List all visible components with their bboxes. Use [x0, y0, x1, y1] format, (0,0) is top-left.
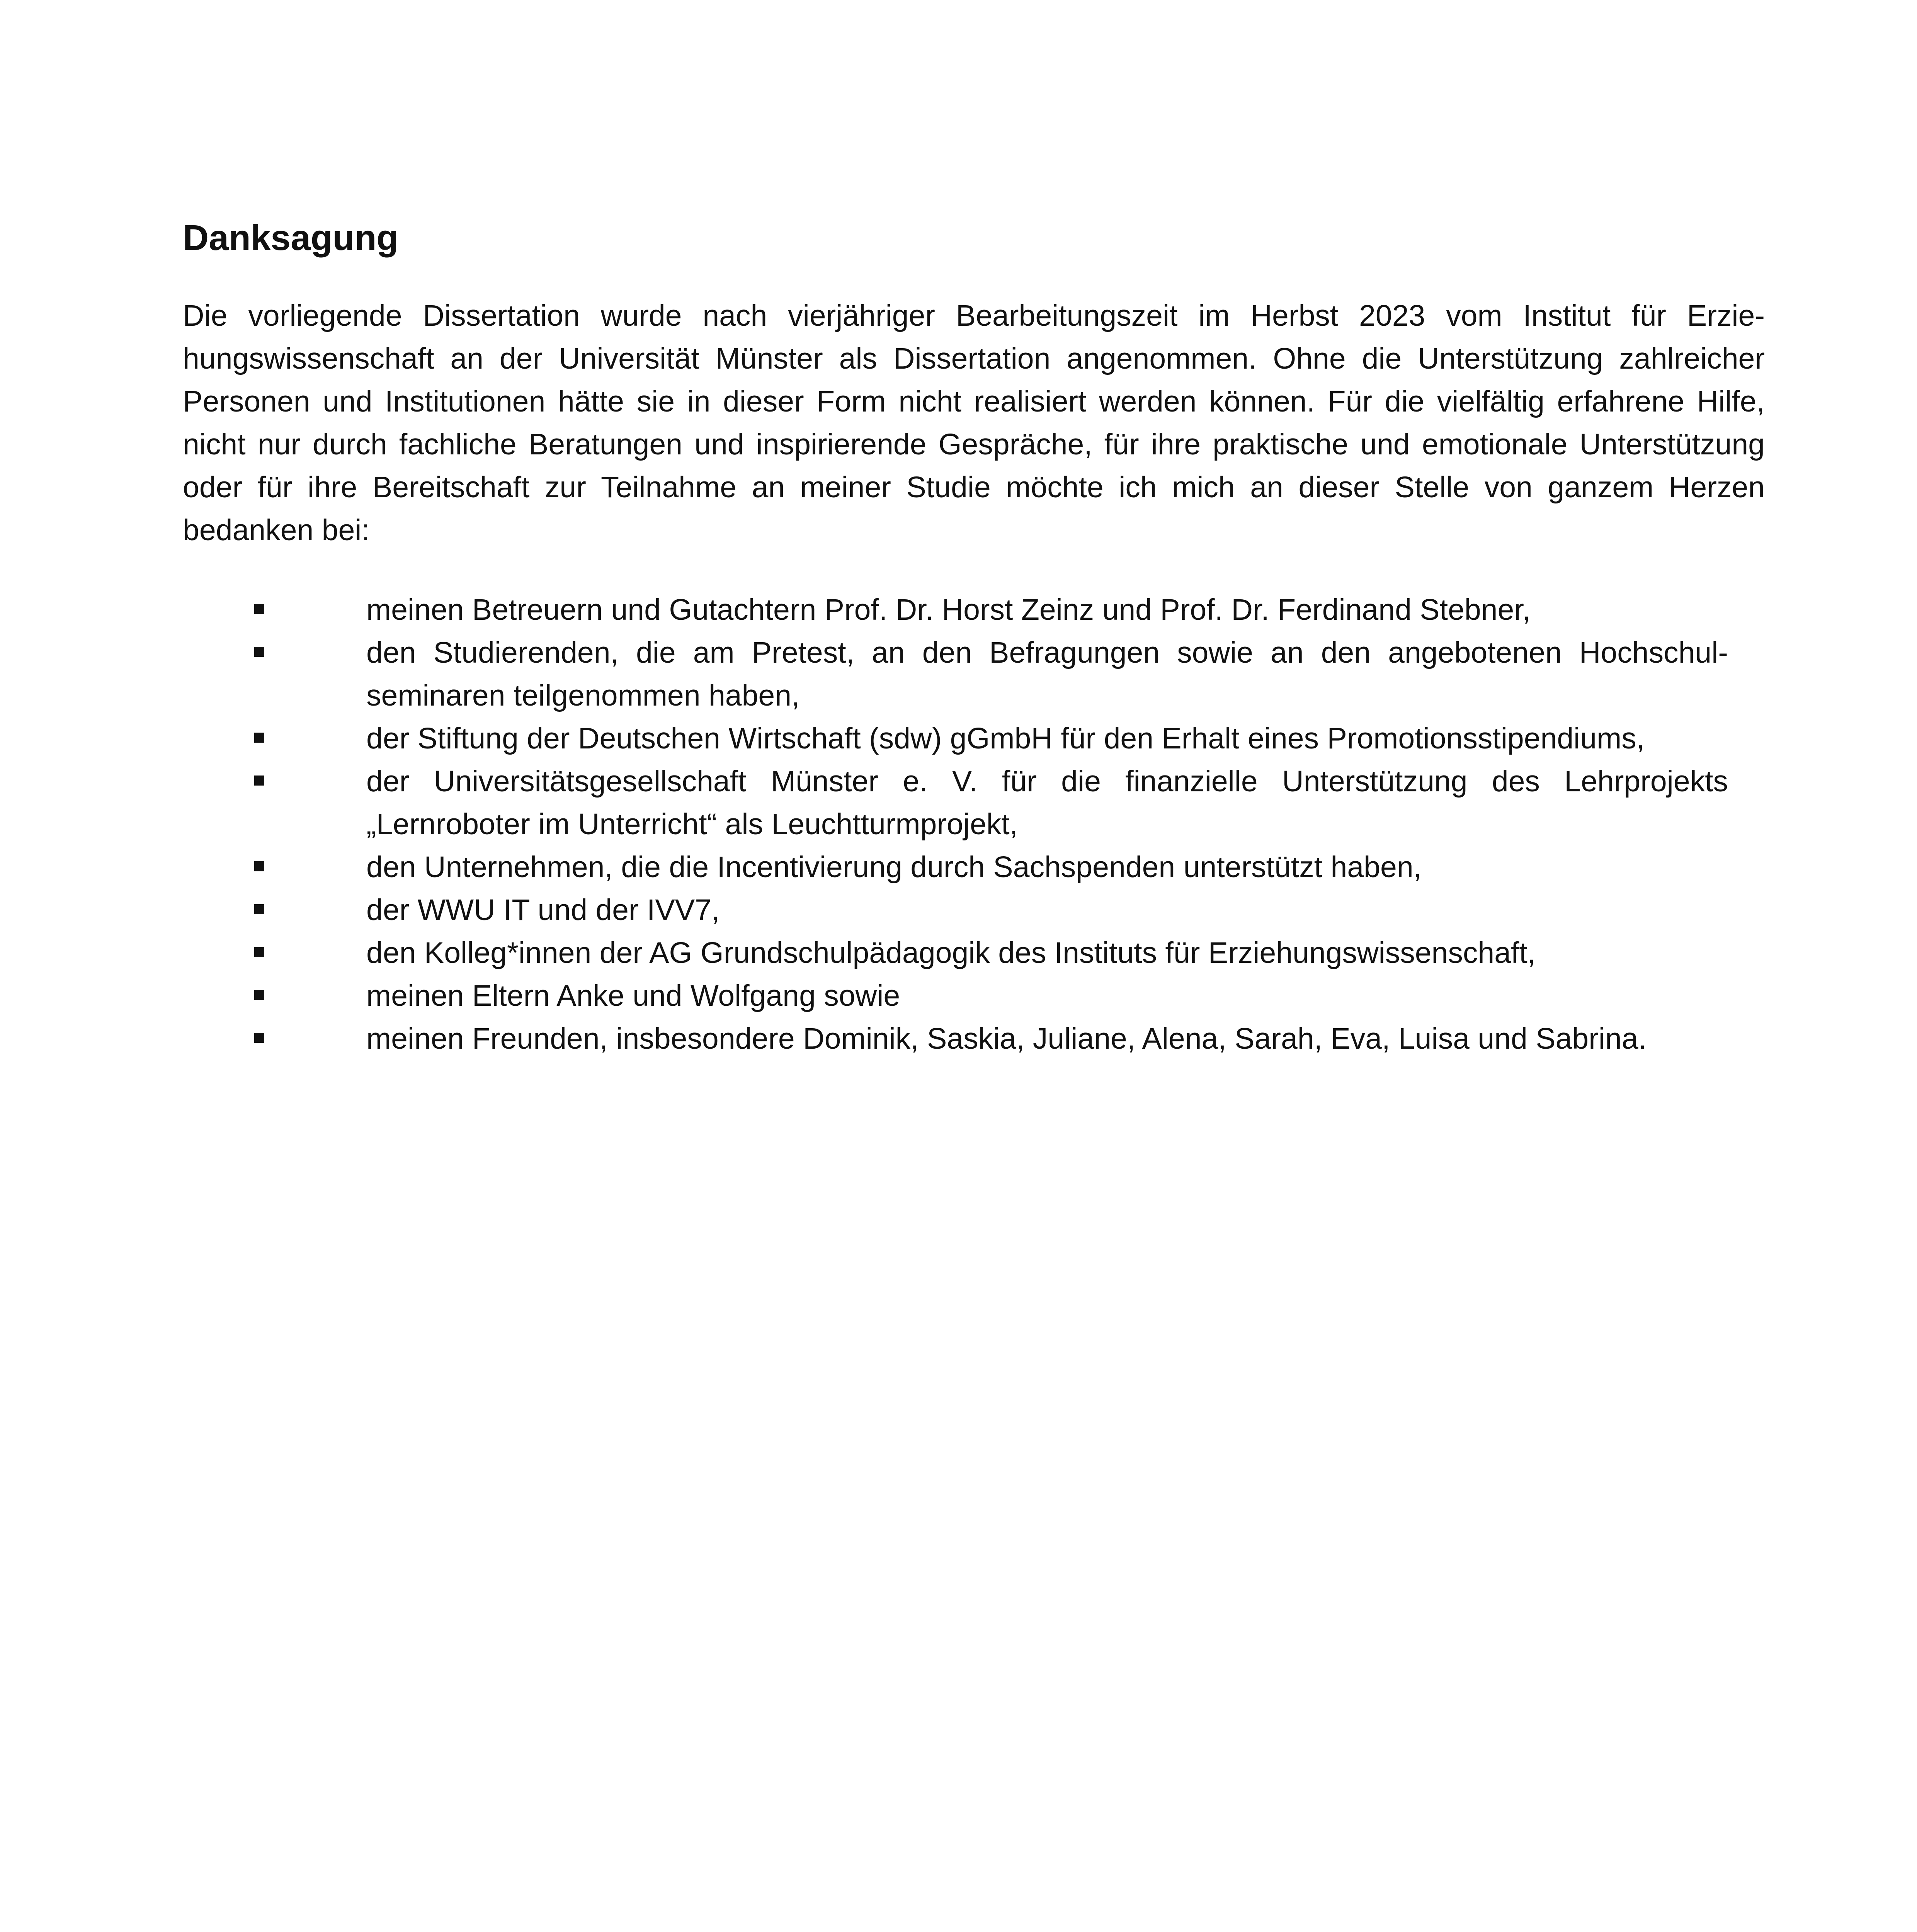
list-item: [183, 846, 1765, 889]
square-bullet-icon: [254, 604, 264, 614]
list-item: [183, 588, 1765, 631]
list-item: [183, 631, 1765, 717]
list-item: [183, 975, 1765, 1017]
square-bullet-icon: [254, 733, 264, 743]
list-item: [183, 932, 1765, 975]
document-content: [183, 216, 1765, 1060]
square-bullet-icon: [254, 647, 264, 657]
list-item-text: den Studierenden, die am Pretest, an den Befragungen sowie an den angebotenen Hochschulseminaren teilgenommen haben,: [366, 636, 1728, 712]
list-item: [183, 717, 1765, 760]
intro-paragraph: Die vorliegende Dissertation wurde nach vierjähriger Bearbeitungszeit im Herbst 2023 vom Institut für Erziehungswissenschaft an der Universität Münster als Dissertation angenommen. Ohne die Unterstützung zahlreicher Personen und Institutionen hätte sie in dieser Form nicht realisiert werden können. Für die vielfältig erfahrene Hilfe, nicht nur durch fachliche Beratungen und inspirierende Gespräche, für ihre praktische und emotionale Unterstützung oder für ihre Bereitschaft zur Teilnahme an meiner Studie möchte ich mich an dieser Stelle von ganzem Herzen bedanken bei:: [183, 299, 1765, 547]
square-bullet-icon: [254, 1033, 264, 1043]
square-bullet-icon: [254, 861, 264, 871]
list-item-text: der Universitätsgesellschaft Münster e. V. für die finanzielle Unterstützung des Lehrprojekts „Lernroboter im Unterricht“ als Leuchtturmprojekt,: [366, 764, 1728, 841]
list-item-text: der WWU IT und der IVV7,: [366, 893, 720, 927]
square-bullet-icon: [254, 990, 264, 1000]
list-item-text: den Unternehmen, die die Incentivierung durch Sachspenden unterstützt haben,: [366, 850, 1422, 884]
acknowledgement-list: [183, 588, 1765, 1060]
section-heading: Danksagung: [183, 218, 399, 258]
square-bullet-icon: [254, 947, 264, 957]
list-item: [183, 889, 1765, 932]
list-item: [183, 760, 1765, 846]
list-item: [183, 1017, 1765, 1060]
square-bullet-icon: [254, 904, 264, 914]
list-item-text: der Stiftung der Deutschen Wirtschaft (sdw) gGmbH für den Erhalt eines Promotionsstipendiums,: [366, 721, 1645, 755]
list-item-text: meinen Betreuern und Gutachtern Prof. Dr. Horst Zeinz und Prof. Dr. Ferdinand Stebner,: [366, 593, 1531, 626]
list-item-text: meinen Eltern Anke und Wolfgang sowie: [366, 979, 900, 1012]
list-item-text: den Kolleg*innen der AG Grundschulpädagogik des Instituts für Erziehungswissenschaft,: [366, 936, 1536, 969]
square-bullet-icon: [254, 776, 264, 786]
list-item-text: meinen Freunden, insbesondere Dominik, Saskia, Juliane, Alena, Sarah, Eva, Luisa und Sabrina.: [366, 1022, 1647, 1055]
